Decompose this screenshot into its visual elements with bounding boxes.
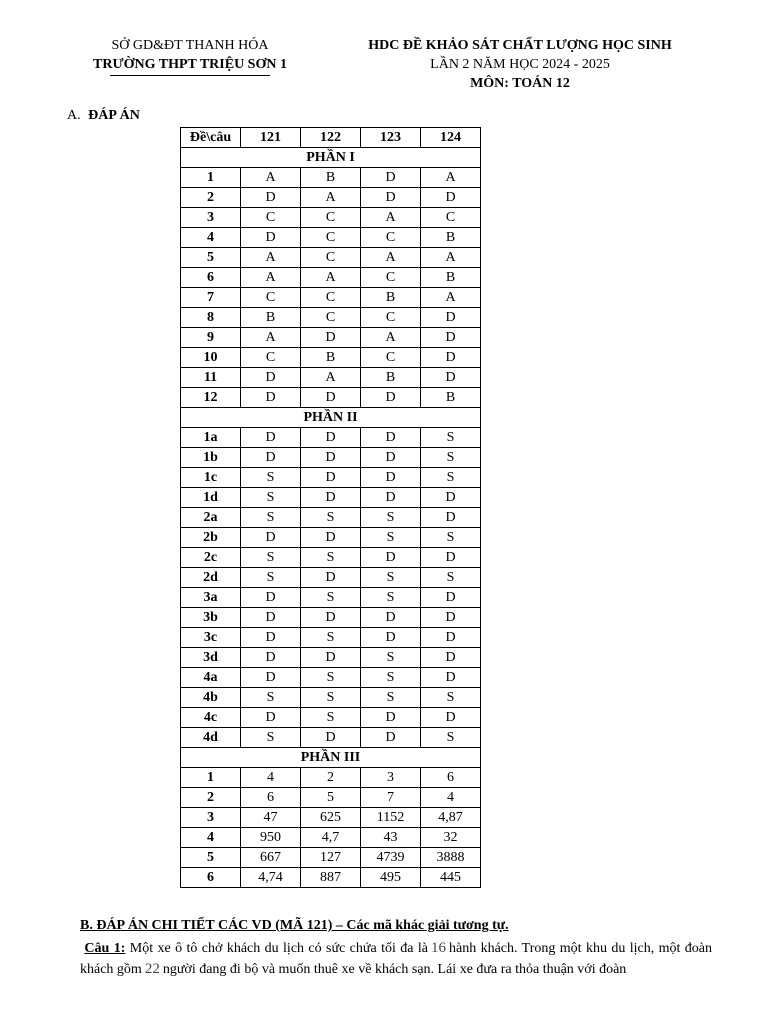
question-cell: 8	[181, 308, 241, 328]
answer-cell: B	[361, 368, 421, 388]
answer-cell: S	[241, 548, 301, 568]
answer-cell: D	[421, 348, 481, 368]
question-cell: 1d	[181, 488, 241, 508]
answer-cell: D	[361, 548, 421, 568]
answer-cell: D	[241, 188, 301, 208]
question-1-paragraph	[80, 938, 712, 980]
answer-cell: D	[301, 488, 361, 508]
question-cell: 9	[181, 328, 241, 348]
answer-cell: B	[421, 228, 481, 248]
answer-cell: D	[241, 588, 301, 608]
answer-cell: 6	[421, 768, 481, 788]
answer-cell: B	[241, 308, 301, 328]
question-cell: 4d	[181, 728, 241, 748]
header-cell-code: 121	[241, 128, 301, 148]
question-cell: 1	[181, 768, 241, 788]
answer-cell: S	[301, 588, 361, 608]
table-row	[181, 668, 481, 688]
answer-cell: D	[301, 468, 361, 488]
answer-cell: 1152	[361, 808, 421, 828]
table-row	[181, 548, 481, 568]
section-a-heading	[67, 108, 140, 124]
answer-cell: D	[301, 568, 361, 588]
answer-cell: D	[301, 428, 361, 448]
answer-cell: 32	[421, 828, 481, 848]
question-cell: 5	[181, 248, 241, 268]
answer-cell: 667	[241, 848, 301, 868]
table-row	[181, 268, 481, 288]
answer-cell: D	[421, 488, 481, 508]
answer-cell: S	[361, 648, 421, 668]
question-1-text-2: hành khách. Trong một khu du lịch, một đoàn khách gồm	[80, 941, 713, 977]
answer-cell: D	[361, 488, 421, 508]
table-row	[181, 628, 481, 648]
question-cell: 11	[181, 368, 241, 388]
answer-cell: D	[301, 328, 361, 348]
exam-year: LẦN 2 NĂM HỌC 2024 - 2025	[430, 57, 610, 72]
question-1-text-3: người đang đi bộ và muốn thuê xe về khách sạn. Lái xe đưa ra thỏa thuận với đoàn	[162, 962, 627, 977]
question-cell: 3c	[181, 628, 241, 648]
answer-cell: 3	[361, 768, 421, 788]
answer-cell: S	[421, 468, 481, 488]
answer-cell: D	[301, 528, 361, 548]
header-cell-code: 124	[421, 128, 481, 148]
question-cell: 6	[181, 868, 241, 888]
answer-cell: 4739	[361, 848, 421, 868]
answer-cell: C	[241, 288, 301, 308]
table-row	[181, 448, 481, 468]
table-row	[181, 528, 481, 548]
section-a-prefix: A.	[67, 108, 81, 123]
answer-table	[180, 127, 481, 888]
question-cell: 4c	[181, 708, 241, 728]
part-header-row	[181, 408, 481, 428]
question-cell: 7	[181, 288, 241, 308]
table-row	[181, 568, 481, 588]
answer-cell: B	[421, 388, 481, 408]
table-row	[181, 188, 481, 208]
answer-cell: 4	[241, 768, 301, 788]
table-row	[181, 428, 481, 448]
answer-cell: S	[421, 728, 481, 748]
answer-cell: C	[361, 228, 421, 248]
answer-cell: A	[361, 208, 421, 228]
answer-cell: S	[421, 428, 481, 448]
part-title: PHẦN I	[181, 148, 481, 168]
answer-cell: 625	[301, 808, 361, 828]
answer-cell: D	[241, 528, 301, 548]
answer-cell: B	[421, 268, 481, 288]
answer-cell: C	[301, 308, 361, 328]
table-row	[181, 648, 481, 668]
table-row	[181, 868, 481, 888]
header-right	[330, 36, 710, 93]
table-row	[181, 848, 481, 868]
answer-cell: 7	[361, 788, 421, 808]
table-row	[181, 308, 481, 328]
answer-cell: S	[301, 668, 361, 688]
answer-cell: D	[361, 608, 421, 628]
answer-cell: C	[361, 348, 421, 368]
table-row	[181, 688, 481, 708]
department-name: SỞ GD&ĐT THANH HÓA	[111, 38, 269, 53]
question-cell: 3b	[181, 608, 241, 628]
answer-cell: D	[361, 728, 421, 748]
answer-cell: S	[241, 688, 301, 708]
answer-cell: D	[421, 188, 481, 208]
answer-cell: C	[421, 208, 481, 228]
answer-cell: D	[241, 708, 301, 728]
part-header-row	[181, 748, 481, 768]
table-row	[181, 828, 481, 848]
table-row	[181, 368, 481, 388]
answer-cell: C	[241, 348, 301, 368]
answer-cell: D	[421, 588, 481, 608]
table-row	[181, 788, 481, 808]
header-cell-code: 123	[361, 128, 421, 148]
question-1-text-1: Một xe ô tô chở khách du lịch có sức chứa tối đa là	[129, 941, 428, 956]
answer-cell: 4,87	[421, 808, 481, 828]
question-cell: 12	[181, 388, 241, 408]
part-header-row	[181, 148, 481, 168]
answer-cell: 445	[421, 868, 481, 888]
section-a-title: ĐÁP ÁN	[88, 108, 140, 123]
table-row	[181, 608, 481, 628]
answer-cell: C	[301, 208, 361, 228]
question-cell: 6	[181, 268, 241, 288]
answer-cell: D	[361, 388, 421, 408]
exam-title: HDC ĐỀ KHẢO SÁT CHẤT LƯỢNG HỌC SINH	[368, 38, 672, 53]
question-1-number-1: 16	[430, 940, 446, 956]
school-name: TRƯỜNG THPT TRIỆU SƠN 1	[93, 57, 287, 72]
answer-cell: 47	[241, 808, 301, 828]
answer-cell: S	[241, 568, 301, 588]
question-cell: 3d	[181, 648, 241, 668]
table-row	[181, 808, 481, 828]
answer-cell: D	[301, 448, 361, 468]
question-1-number-2: 22	[144, 961, 160, 977]
answer-cell: D	[301, 608, 361, 628]
answer-cell: D	[361, 188, 421, 208]
answer-cell: C	[301, 228, 361, 248]
question-cell: 5	[181, 848, 241, 868]
question-cell: 1c	[181, 468, 241, 488]
answer-cell: D	[421, 668, 481, 688]
exam-subject: MÔN: TOÁN 12	[470, 76, 570, 91]
answer-cell: D	[361, 168, 421, 188]
answer-cell: S	[301, 628, 361, 648]
answer-cell: A	[241, 328, 301, 348]
answer-cell: S	[421, 528, 481, 548]
answer-cell: S	[241, 488, 301, 508]
answer-cell: D	[241, 228, 301, 248]
answer-cell: D	[361, 448, 421, 468]
question-cell: 2c	[181, 548, 241, 568]
answer-cell: S	[301, 708, 361, 728]
answer-cell: D	[421, 368, 481, 388]
question-cell: 4a	[181, 668, 241, 688]
answer-cell: S	[301, 548, 361, 568]
answer-cell: S	[361, 668, 421, 688]
answer-cell: D	[421, 328, 481, 348]
table-row	[181, 248, 481, 268]
answer-cell: A	[361, 248, 421, 268]
answer-cell: S	[241, 508, 301, 528]
answer-cell: D	[241, 448, 301, 468]
school-underline	[110, 75, 270, 76]
answer-cell: S	[421, 568, 481, 588]
answer-cell: A	[241, 268, 301, 288]
answer-cell: 4,7	[301, 828, 361, 848]
answer-cell: B	[361, 288, 421, 308]
answer-cell: 887	[301, 868, 361, 888]
question-cell: 3	[181, 808, 241, 828]
question-cell: 4	[181, 228, 241, 248]
answer-cell: D	[361, 468, 421, 488]
answer-cell: C	[301, 288, 361, 308]
part-title: PHẦN III	[181, 748, 481, 768]
question-cell: 2	[181, 788, 241, 808]
answer-cell: C	[241, 208, 301, 228]
answer-cell: D	[421, 508, 481, 528]
answer-cell: 5	[301, 788, 361, 808]
question-cell: 10	[181, 348, 241, 368]
question-cell: 2	[181, 188, 241, 208]
answer-cell: 6	[241, 788, 301, 808]
question-cell: 1	[181, 168, 241, 188]
answer-cell: D	[301, 648, 361, 668]
answer-cell: 2	[301, 768, 361, 788]
answer-cell: 3888	[421, 848, 481, 868]
table-row	[181, 208, 481, 228]
answer-cell: C	[361, 268, 421, 288]
table-row	[181, 388, 481, 408]
answer-cell: A	[421, 248, 481, 268]
answer-cell: D	[361, 428, 421, 448]
answer-cell: S	[361, 568, 421, 588]
answer-cell: A	[421, 288, 481, 308]
answer-cell: A	[421, 168, 481, 188]
answer-cell: S	[241, 728, 301, 748]
table-row	[181, 768, 481, 788]
answer-cell: S	[361, 528, 421, 548]
answer-cell: 4	[421, 788, 481, 808]
answer-cell: A	[241, 248, 301, 268]
question-cell: 2a	[181, 508, 241, 528]
answer-cell: C	[361, 308, 421, 328]
section-b-heading: B. ĐÁP ÁN CHI TIẾT CÁC VD (MÃ 121) – Các mã khác giải tương tự.	[80, 918, 509, 933]
answer-cell: S	[301, 508, 361, 528]
table-row	[181, 588, 481, 608]
answer-cell: S	[361, 688, 421, 708]
table-row	[181, 488, 481, 508]
answer-cell: D	[421, 708, 481, 728]
answer-cell: 4,74	[241, 868, 301, 888]
question-cell: 4b	[181, 688, 241, 708]
header-cell-label: Đề\câu	[181, 128, 241, 148]
answer-cell: D	[421, 308, 481, 328]
answer-cell: S	[421, 688, 481, 708]
answer-cell: S	[361, 588, 421, 608]
table-row	[181, 288, 481, 308]
table-row	[181, 168, 481, 188]
question-cell: 1a	[181, 428, 241, 448]
answer-cell: A	[301, 188, 361, 208]
question-1-label: Câu 1:	[84, 941, 126, 956]
question-cell: 3a	[181, 588, 241, 608]
answer-cell: 43	[361, 828, 421, 848]
answer-cell: A	[241, 168, 301, 188]
answer-cell: B	[301, 348, 361, 368]
answer-cell: D	[361, 708, 421, 728]
table-row	[181, 708, 481, 728]
question-cell: 2d	[181, 568, 241, 588]
question-cell: 3	[181, 208, 241, 228]
table-row	[181, 728, 481, 748]
part-title: PHẦN II	[181, 408, 481, 428]
table-header-row	[181, 128, 481, 148]
answer-cell: 950	[241, 828, 301, 848]
answer-cell: S	[421, 448, 481, 468]
header-left	[70, 36, 310, 76]
answer-cell: D	[241, 368, 301, 388]
table-row	[181, 508, 481, 528]
answer-cell: 495	[361, 868, 421, 888]
answer-cell: A	[361, 328, 421, 348]
answer-cell: D	[241, 648, 301, 668]
answer-cell: D	[241, 388, 301, 408]
answer-cell: A	[301, 368, 361, 388]
question-cell: 4	[181, 828, 241, 848]
answer-cell: A	[301, 268, 361, 288]
answer-cell: D	[241, 668, 301, 688]
answer-cell: D	[301, 388, 361, 408]
answer-cell: D	[241, 608, 301, 628]
answer-cell: D	[421, 628, 481, 648]
table-row	[181, 468, 481, 488]
answer-cell: 127	[301, 848, 361, 868]
answer-cell: S	[361, 508, 421, 528]
answer-cell: D	[241, 428, 301, 448]
answer-cell: B	[301, 168, 361, 188]
answer-cell: S	[241, 468, 301, 488]
answer-cell: D	[361, 628, 421, 648]
table-row	[181, 348, 481, 368]
table-row	[181, 328, 481, 348]
answer-cell: S	[301, 688, 361, 708]
answer-cell: D	[421, 608, 481, 628]
question-cell: 1b	[181, 448, 241, 468]
answer-cell: C	[301, 248, 361, 268]
answer-cell: D	[421, 648, 481, 668]
answer-cell: D	[421, 548, 481, 568]
question-cell: 2b	[181, 528, 241, 548]
table-row	[181, 228, 481, 248]
answer-cell: D	[301, 728, 361, 748]
header-cell-code: 122	[301, 128, 361, 148]
answer-cell: D	[241, 628, 301, 648]
